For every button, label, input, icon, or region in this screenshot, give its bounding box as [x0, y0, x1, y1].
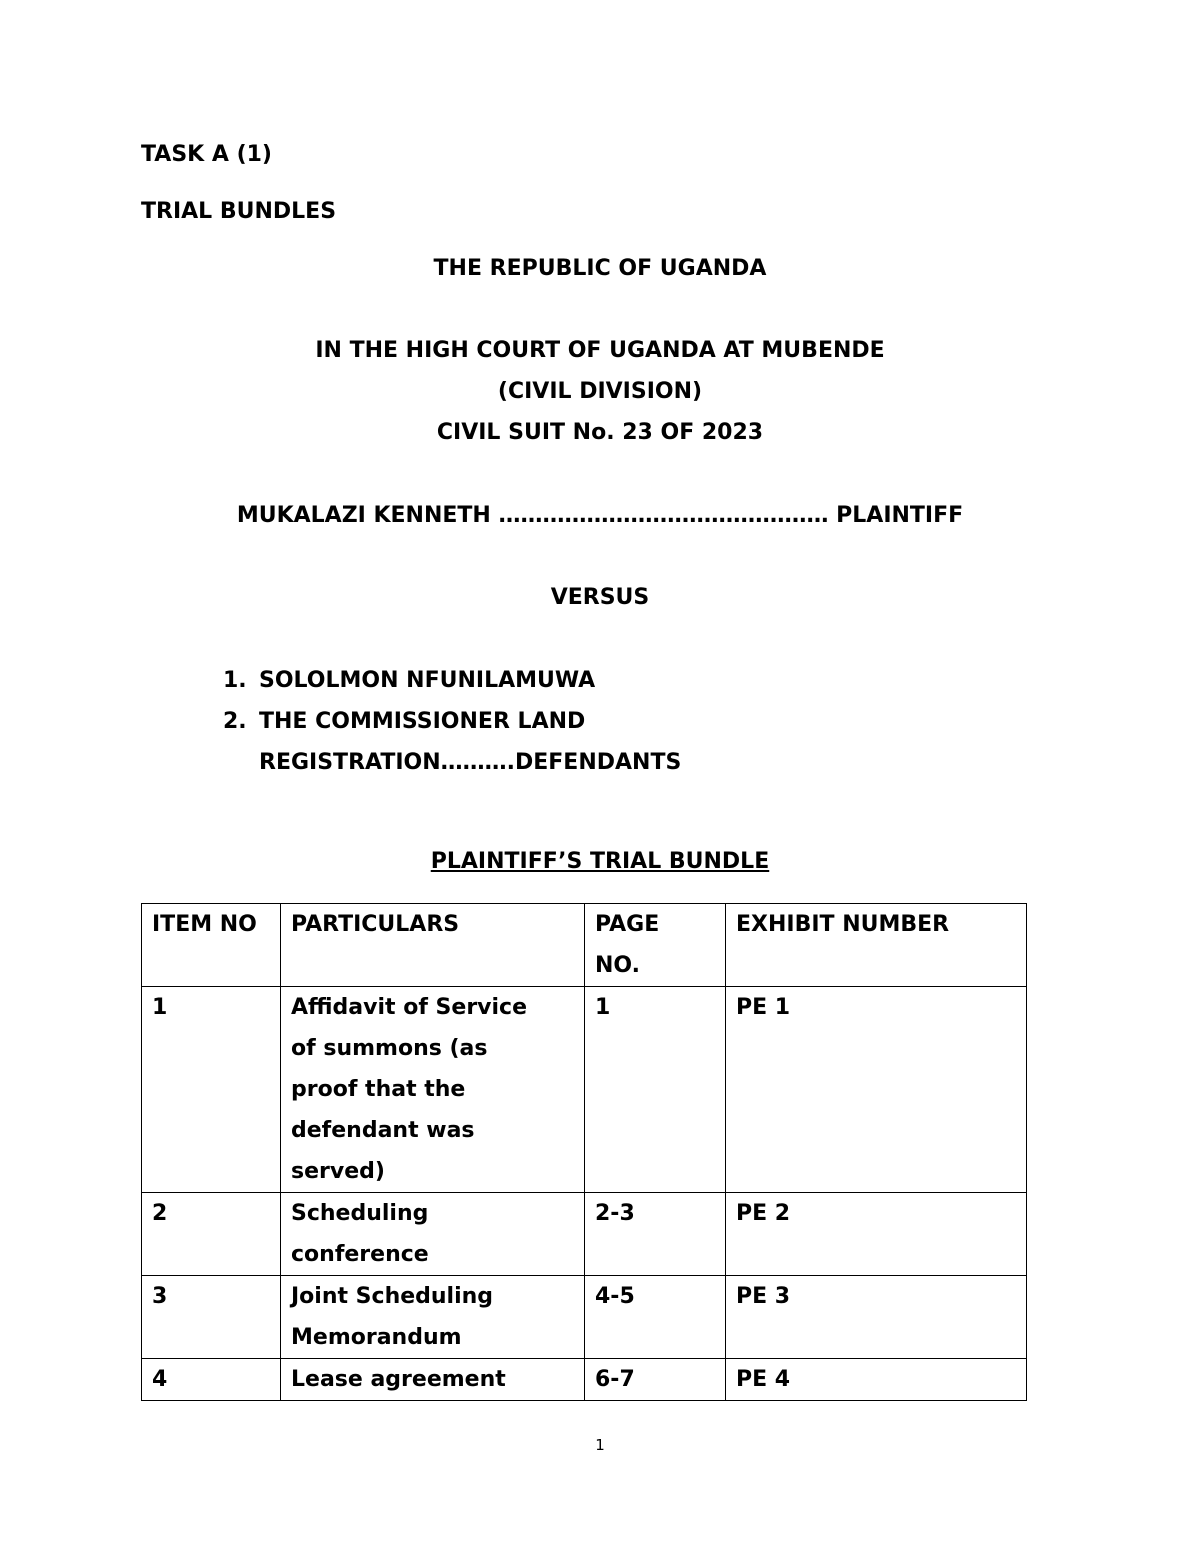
header-page-no: PAGE NO. — [585, 904, 726, 987]
table-row — [142, 1193, 1027, 1276]
court-heading: IN THE HIGH COURT OF UGANDA AT MUBENDE — [315, 338, 885, 363]
cell-page: 2-3 — [585, 1193, 726, 1276]
defendant-1-number: 1. — [223, 668, 247, 693]
table-row — [142, 1276, 1027, 1359]
header-item-no: ITEM NO — [142, 904, 281, 987]
cell-particulars: Affidavit of Service of summons (as proof that the defendant was served) — [281, 987, 585, 1193]
table-row — [142, 1359, 1027, 1401]
cell-exhibit: PE 2 — [726, 1193, 1027, 1276]
defendant-2-number: 2. — [223, 709, 247, 734]
bundle-title: PLAINTIFF’S TRIAL BUNDLE — [430, 849, 770, 874]
header-exhibit-number: EXHIBIT NUMBER — [726, 904, 1027, 987]
cell-item: 1 — [142, 987, 281, 1193]
cell-particulars: Lease agreement — [281, 1359, 585, 1401]
cell-page: 1 — [585, 987, 726, 1193]
cell-exhibit: PE 3 — [726, 1276, 1027, 1359]
suit-number: CIVIL SUIT No. 23 OF 2023 — [436, 420, 764, 445]
trial-bundle-table — [141, 903, 1027, 1401]
task-heading: TASK A (1) — [141, 142, 272, 167]
republic-heading: THE REPUBLIC OF UGANDA — [433, 256, 767, 281]
table-row — [142, 987, 1027, 1193]
section-heading: TRIAL BUNDLES — [141, 199, 337, 224]
table-header-row — [142, 904, 1027, 987]
cell-particulars: Joint Scheduling Memorandum — [281, 1276, 585, 1359]
header-particulars: PARTICULARS — [281, 904, 585, 987]
cell-particulars: Scheduling conference — [281, 1193, 585, 1276]
cell-page: 6-7 — [585, 1359, 726, 1401]
page-number: 1 — [595, 1436, 605, 1454]
cell-item: 2 — [142, 1193, 281, 1276]
defendant-1-name: SOLOLMON NFUNILAMUWA — [259, 668, 596, 693]
cell-page: 4-5 — [585, 1276, 726, 1359]
versus-heading: VERSUS — [550, 585, 650, 610]
plaintiff-line: MUKALAZI KENNETH ……………………………………… PLAINTIFF — [236, 503, 964, 528]
cell-exhibit: PE 1 — [726, 987, 1027, 1193]
defendant-2-designation: REGISTRATION……….DEFENDANTS — [259, 750, 682, 775]
cell-item: 4 — [142, 1359, 281, 1401]
cell-item: 3 — [142, 1276, 281, 1359]
cell-exhibit: PE 4 — [726, 1359, 1027, 1401]
division-heading: (CIVIL DIVISION) — [497, 379, 703, 404]
defendant-2-name: THE COMMISSIONER LAND — [259, 709, 586, 734]
